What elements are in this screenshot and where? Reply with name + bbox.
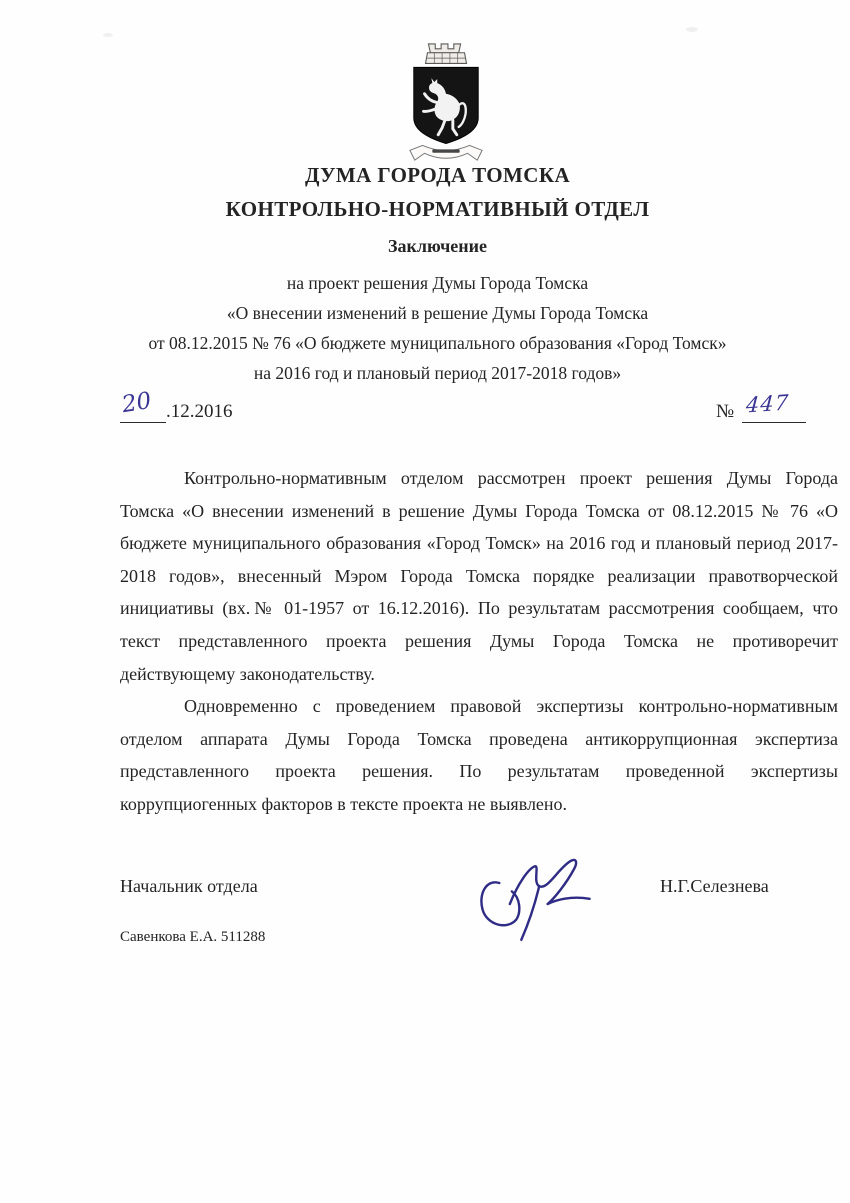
date-field [120, 387, 233, 423]
body-paragraph: Контрольно-нормативным отделом рассмотрен проект решения Думы Города Томска «О внесении изменений в решение Думы Города Томска от 08.12.2015 № 76 «О бюджете муниципального образования «Город Томск» на 2016 год и плановый период 2017-2018 годов», внесенный Мэром Города Томска порядке реализации правотворческой инициативы (вх.№ 01-1957 от 16.12.2016). По результатам рассмотрения сообщаем, что текст представленного проекта решения Думы Города Томска не противоречит действующему законодательству. [120, 468, 838, 684]
number-label: № [716, 401, 735, 422]
motto-ribbon-icon [410, 145, 482, 160]
department-name: КОНТРОЛЬНО-НОРМАТИВНЫЙ ОТДЕЛ [225, 197, 650, 221]
number-field [716, 390, 806, 423]
document-subject [55, 268, 820, 388]
contact-line: Савенкова Е.А. 511288 [120, 929, 266, 945]
document-title: Заключение [388, 236, 487, 256]
org-name: ДУМА ГОРОДА ТОМСКА [304, 163, 571, 187]
signoff-position: Начальник отдела [120, 876, 258, 896]
signoff-name: Н.Г.Селезнева [660, 876, 769, 896]
coat-of-arms-svg [401, 42, 491, 164]
handwritten-signature-icon [472, 842, 598, 944]
body-paragraph: Одновременно с проведением правовой экспертизы контрольно-нормативным отделом аппарата Думы Города Томска проведена антикоррупционная экспертиза представленного проекта решения. По результатам проведенной экспертизы коррупциогенных факторов в тексте проекта не выявлено. [120, 696, 838, 814]
date-blank-line [120, 387, 166, 423]
scan-artifact [686, 27, 698, 32]
subject-line: «О внесении изменений в решение Думы Города Томска [226, 303, 649, 323]
subject-line: на 2016 год и плановый период 2017-2018 годов» [253, 363, 622, 383]
crown-icon [426, 44, 467, 64]
document-body [120, 462, 838, 821]
number-blank-line [742, 390, 806, 423]
tomsk-coat-of-arms-icon [401, 42, 491, 164]
subject-line: на проект решения Думы Города Томска [286, 273, 589, 293]
scan-artifact [103, 33, 113, 37]
date-day-handwritten: 20 [120, 387, 154, 419]
subject-line: от 08.12.2015 № 76 «О бюджете муниципального образования «Город Томск» [148, 333, 727, 353]
number-value-handwritten: 447 [745, 390, 791, 418]
date-printed: .12.2016 [166, 401, 233, 422]
